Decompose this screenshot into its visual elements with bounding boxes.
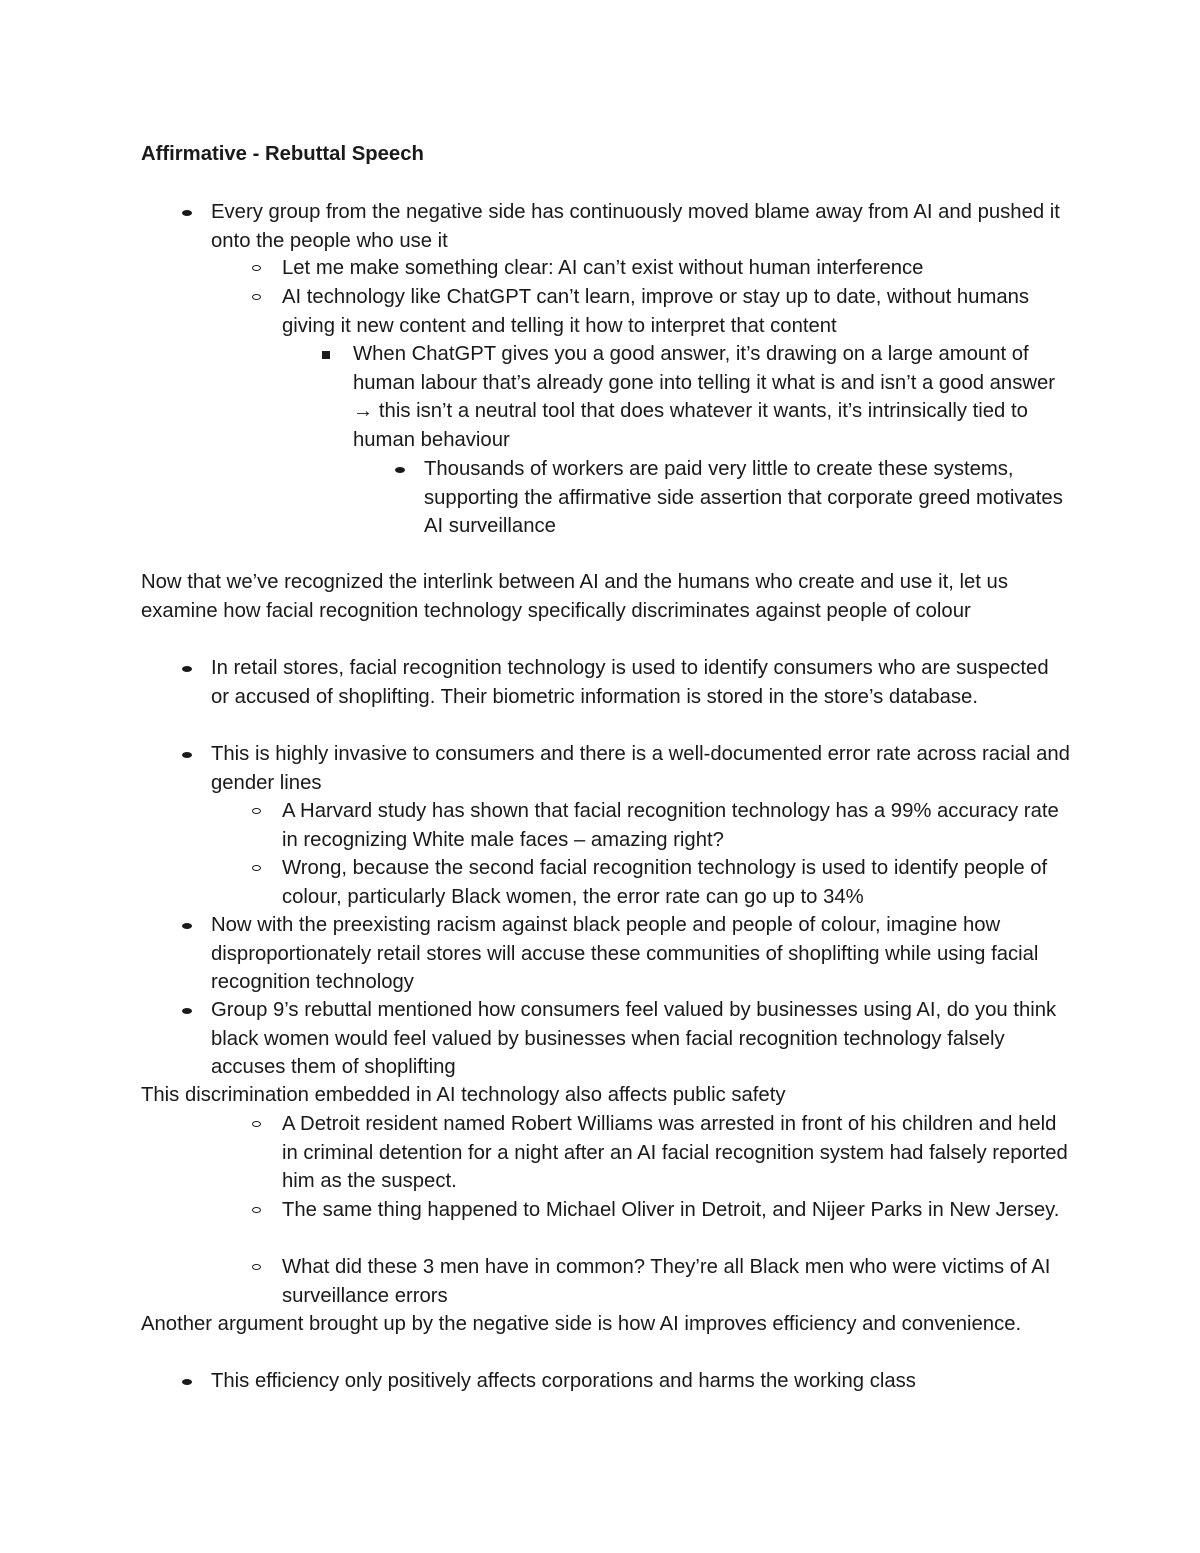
bullet-dot-icon — [178, 1367, 198, 1396]
list-item — [282, 1110, 1072, 1196]
list-item — [282, 254, 1072, 283]
list-item-text: In retail stores, facial recognition technology is used to identify consumers who are suspected or accused of shoplifting. Their biometric information is stored in the store’s database. — [211, 657, 1049, 708]
list-item — [211, 654, 1071, 711]
list-item-text: Thousands of workers are paid very little to create these systems, supporting the affirmative side assertion that corporate greed motivates AI surveillance — [424, 458, 1063, 538]
list-item — [211, 740, 1071, 797]
list-item-text: Now with the preexisting racism against black people and people of colour, imagine how disproportionately retail stores will accuse these communities of shoplifting while using facial recognition technology — [211, 914, 1039, 994]
list-item — [211, 911, 1071, 997]
bullet-circle-icon — [249, 1196, 269, 1225]
list-item-text: A Harvard study has shown that facial recognition technology has a 99% accuracy rate in recognizing White male faces – amazing right? — [282, 800, 1059, 851]
list-item-text: A Detroit resident named Robert Williams was arrested in front of his children and held in criminal detention for a night after an AI facial recognition system had falsely reported him as the suspect. — [282, 1113, 1068, 1193]
bullet-circle-icon — [249, 283, 269, 312]
list-item-text: Every group from the negative side has continuously moved blame away from AI and pushed it onto the people who use it — [211, 201, 1060, 252]
list-item — [282, 854, 1072, 911]
document-title: Affirmative - Rebuttal Speech — [141, 143, 424, 165]
bullet-dot-icon — [178, 996, 198, 1025]
paragraph: Another argument brought up by the negative side is how AI improves efficiency and convenience. — [141, 1313, 1022, 1335]
list-item — [282, 797, 1072, 854]
bullet-dot-icon — [178, 654, 198, 683]
list-item-text: This efficiency only positively affects corporations and harms the working class — [211, 1370, 916, 1392]
list-item-text: Wrong, because the second facial recognition technology is used to identify people of colour, particularly Black women, the error rate can go up to 34% — [282, 857, 1048, 908]
list-item-text: Let me make something clear: AI can’t exist without human interference — [282, 257, 924, 279]
bullet-circle-icon — [249, 1110, 269, 1139]
list-item — [211, 996, 1071, 1082]
list-item — [424, 455, 1074, 541]
list-item — [282, 1253, 1072, 1310]
bullet-dot-icon — [178, 198, 198, 227]
list-item-text: The same thing happened to Michael Oliver in Detroit, and Nijeer Parks in New Jersey. — [282, 1199, 1060, 1221]
list-item-text: Group 9’s rebuttal mentioned how consumers feel valued by businesses using AI, do you think black women would feel valued by businesses when facial recognition technology falsely accuses them of shoplifting — [211, 999, 1057, 1079]
bullet-circle-icon — [249, 254, 269, 283]
list-item-text: AI technology like ChatGPT can’t learn, improve or stay up to date, without humans giving it new content and telling it how to interpret that content — [282, 286, 1030, 337]
list-item — [211, 1367, 1071, 1396]
list-item — [282, 1196, 1072, 1225]
list-item-text: What did these 3 men have in common? They’re all Black men who were victims of AI surveillance errors — [282, 1256, 1051, 1307]
list-item — [211, 198, 1071, 255]
list-item — [353, 340, 1073, 454]
bullet-circle-icon — [249, 797, 269, 826]
bullet-dot-icon — [391, 455, 411, 484]
bullet-circle-icon — [249, 854, 269, 883]
bullet-circle-icon — [249, 1253, 269, 1282]
paragraph: Now that we’ve recognized the interlink between AI and the humans who create and use it, let us examine how facial recognition technology specifically discriminates against people of colour — [141, 571, 1008, 622]
bullet-dot-icon — [178, 911, 198, 940]
list-item-text: This is highly invasive to consumers and there is a well-documented error rate across racial and gender lines — [211, 743, 1070, 794]
list-item — [282, 283, 1072, 340]
bullet-square-icon — [320, 340, 340, 369]
bullet-dot-icon — [178, 740, 198, 769]
list-item-text: When ChatGPT gives you a good answer, it’s drawing on a large amount of human labour that’s already gone into telling it what is and isn’t a good answer → this isn’t a neutral tool that does whatever it wants, it’s intrinsically tied to human behaviour — [353, 343, 1056, 451]
paragraph: This discrimination embedded in AI technology also affects public safety — [141, 1084, 786, 1106]
